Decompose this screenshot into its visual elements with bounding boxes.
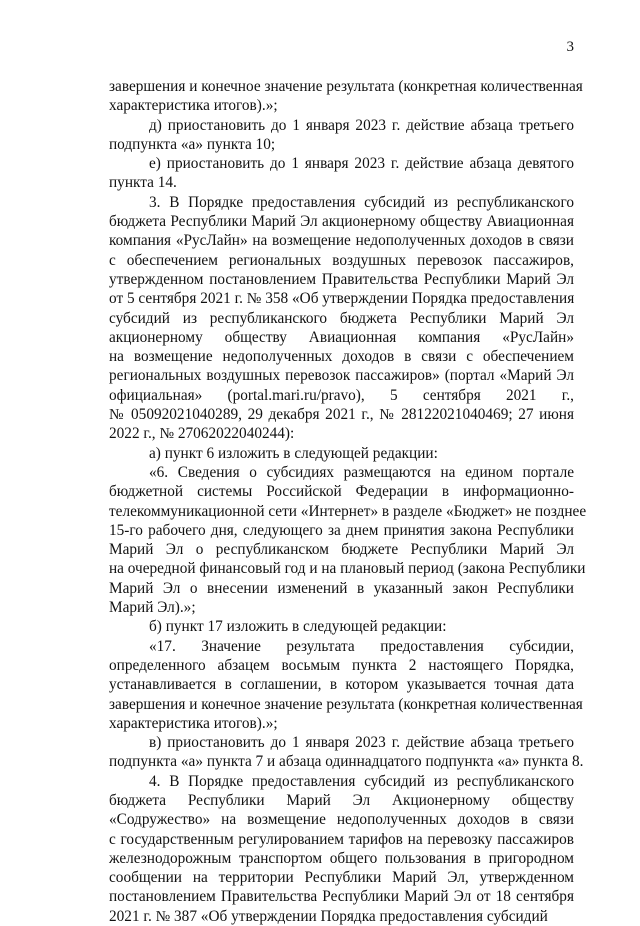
text-line: Марий Эл).»; <box>109 599 196 617</box>
text-line: 2021 г. № 387 «Об утверждении Порядка предоставления субсидий <box>109 907 548 925</box>
document-body <box>109 77 587 926</box>
text-line: официальная» (portal.mari.ru/pravo), 5 сентября 2021 г., <box>109 386 574 404</box>
text-line: а) пункт 6 изложить в следующей редакции: <box>149 444 438 462</box>
text-line: б) пункт 17 изложить в следующей редакции: <box>149 618 447 636</box>
text-line: характеристика итогов).»; <box>109 97 278 115</box>
text-line: е) приостановить до 1 января 2023 г. действие абзаца девятого <box>149 155 574 173</box>
text-line: «Содружество» на возмещение недополученных доходов в связи <box>109 811 574 829</box>
text-line: с государственным регулированием тарифов на перевозку пассажиров <box>109 830 574 848</box>
text-line: сообщении на территории Республики Марий Эл, утвержденном <box>109 869 574 887</box>
text-line: акционерному обществу Авиационная компания «РусЛайн» <box>109 328 574 346</box>
text-line: завершения и конечное значение результата (конкретная количественная <box>109 695 583 713</box>
text-line: компания «РусЛайн» на возмещение недополученных доходов в связи <box>109 232 574 250</box>
text-line: бюджета Республики Марий Эл акционерному обществу Авиационная <box>109 213 574 231</box>
paragraph <box>109 154 574 193</box>
page-number: 3 <box>566 39 574 55</box>
text-line: Марий Эл о республиканском бюджете Республики Марий Эл <box>109 541 574 559</box>
text-line: железнодорожным транспортом общего пользования в пригородном <box>109 849 574 867</box>
text-line: 3. В Порядке предоставления субсидий из республиканского <box>149 193 574 211</box>
text-line: утвержденном постановлением Правительства Республики Марий Эл <box>109 270 574 288</box>
text-line: на очередной финансовый год и на плановый период (закона Республики <box>109 560 586 578</box>
paragraph <box>109 463 587 617</box>
text-line: подпункта «а» пункта 10; <box>109 135 276 153</box>
text-line: подпункта «а» пункта 7 и абзаца одиннадцатого подпункта «а» пункта 8. <box>109 753 584 771</box>
text-line: на возмещение недополученных доходов в связи с обеспечением <box>109 348 574 366</box>
text-line: завершения и конечное значение результата (конкретная количественная <box>109 78 583 95</box>
text-line: от 5 сентября 2021 г. № 358 «Об утверждении Порядка предоставления <box>109 290 575 308</box>
paragraph <box>109 637 583 733</box>
text-line: устанавливается в соглашении, в котором указывается точная дата <box>109 676 574 694</box>
text-line: «17. Значение результата предоставления субсидии, <box>149 637 574 655</box>
paragraph <box>109 77 583 116</box>
text-line: определенного абзацем восьмым пункта 2 настоящего Порядка, <box>109 656 574 674</box>
paragraph <box>109 444 574 463</box>
text-line: 2022 г., № 27062022040244): <box>109 425 295 443</box>
paragraph <box>109 617 574 636</box>
text-line: «6. Сведения о субсидиях размещаются на едином портале <box>149 463 574 481</box>
text-line: бюджетной системы Российской Федерации в информационно- <box>109 483 574 501</box>
text-line: региональных воздушных перевозок пассажиров» (портал «Марий Эл <box>109 367 574 385</box>
text-line: д) приостановить до 1 января 2023 г. действие абзаца третьего <box>149 116 574 134</box>
text-line: субсидий из республиканского бюджета Республики Марий Эл <box>109 309 574 327</box>
text-line: № 05092021040289, 29 декабря 2021 г., № 28122021040469; 27 июня <box>109 406 574 424</box>
text-line: постановлением Правительства Республики Марий Эл от 18 сентября <box>109 888 574 906</box>
text-line: телекоммуникационной сети «Интернет» в разделе «Бюджет» не позднее <box>109 502 587 520</box>
paragraph <box>109 116 574 155</box>
text-line: в) приостановить до 1 января 2023 г. действие абзаца третьего <box>149 734 574 752</box>
text-line: бюджета Республики Марий Эл Акционерному обществу <box>109 791 574 809</box>
paragraph <box>109 733 584 772</box>
text-line: характеристика итогов).»; <box>109 714 278 732</box>
text-line: 15-го рабочего дня, следующего за днем принятия закона Республики <box>109 521 574 539</box>
paragraph <box>109 193 574 444</box>
text-line: 4. В Порядке предоставления субсидий из республиканского <box>149 772 574 790</box>
paragraph <box>109 772 574 926</box>
text-line: с обеспечением региональных воздушных перевозок пассажиров, <box>109 251 574 269</box>
text-line: пункта 14. <box>109 174 177 192</box>
text-line: Марий Эл о внесении изменений в указанный закон Республики <box>109 579 574 597</box>
